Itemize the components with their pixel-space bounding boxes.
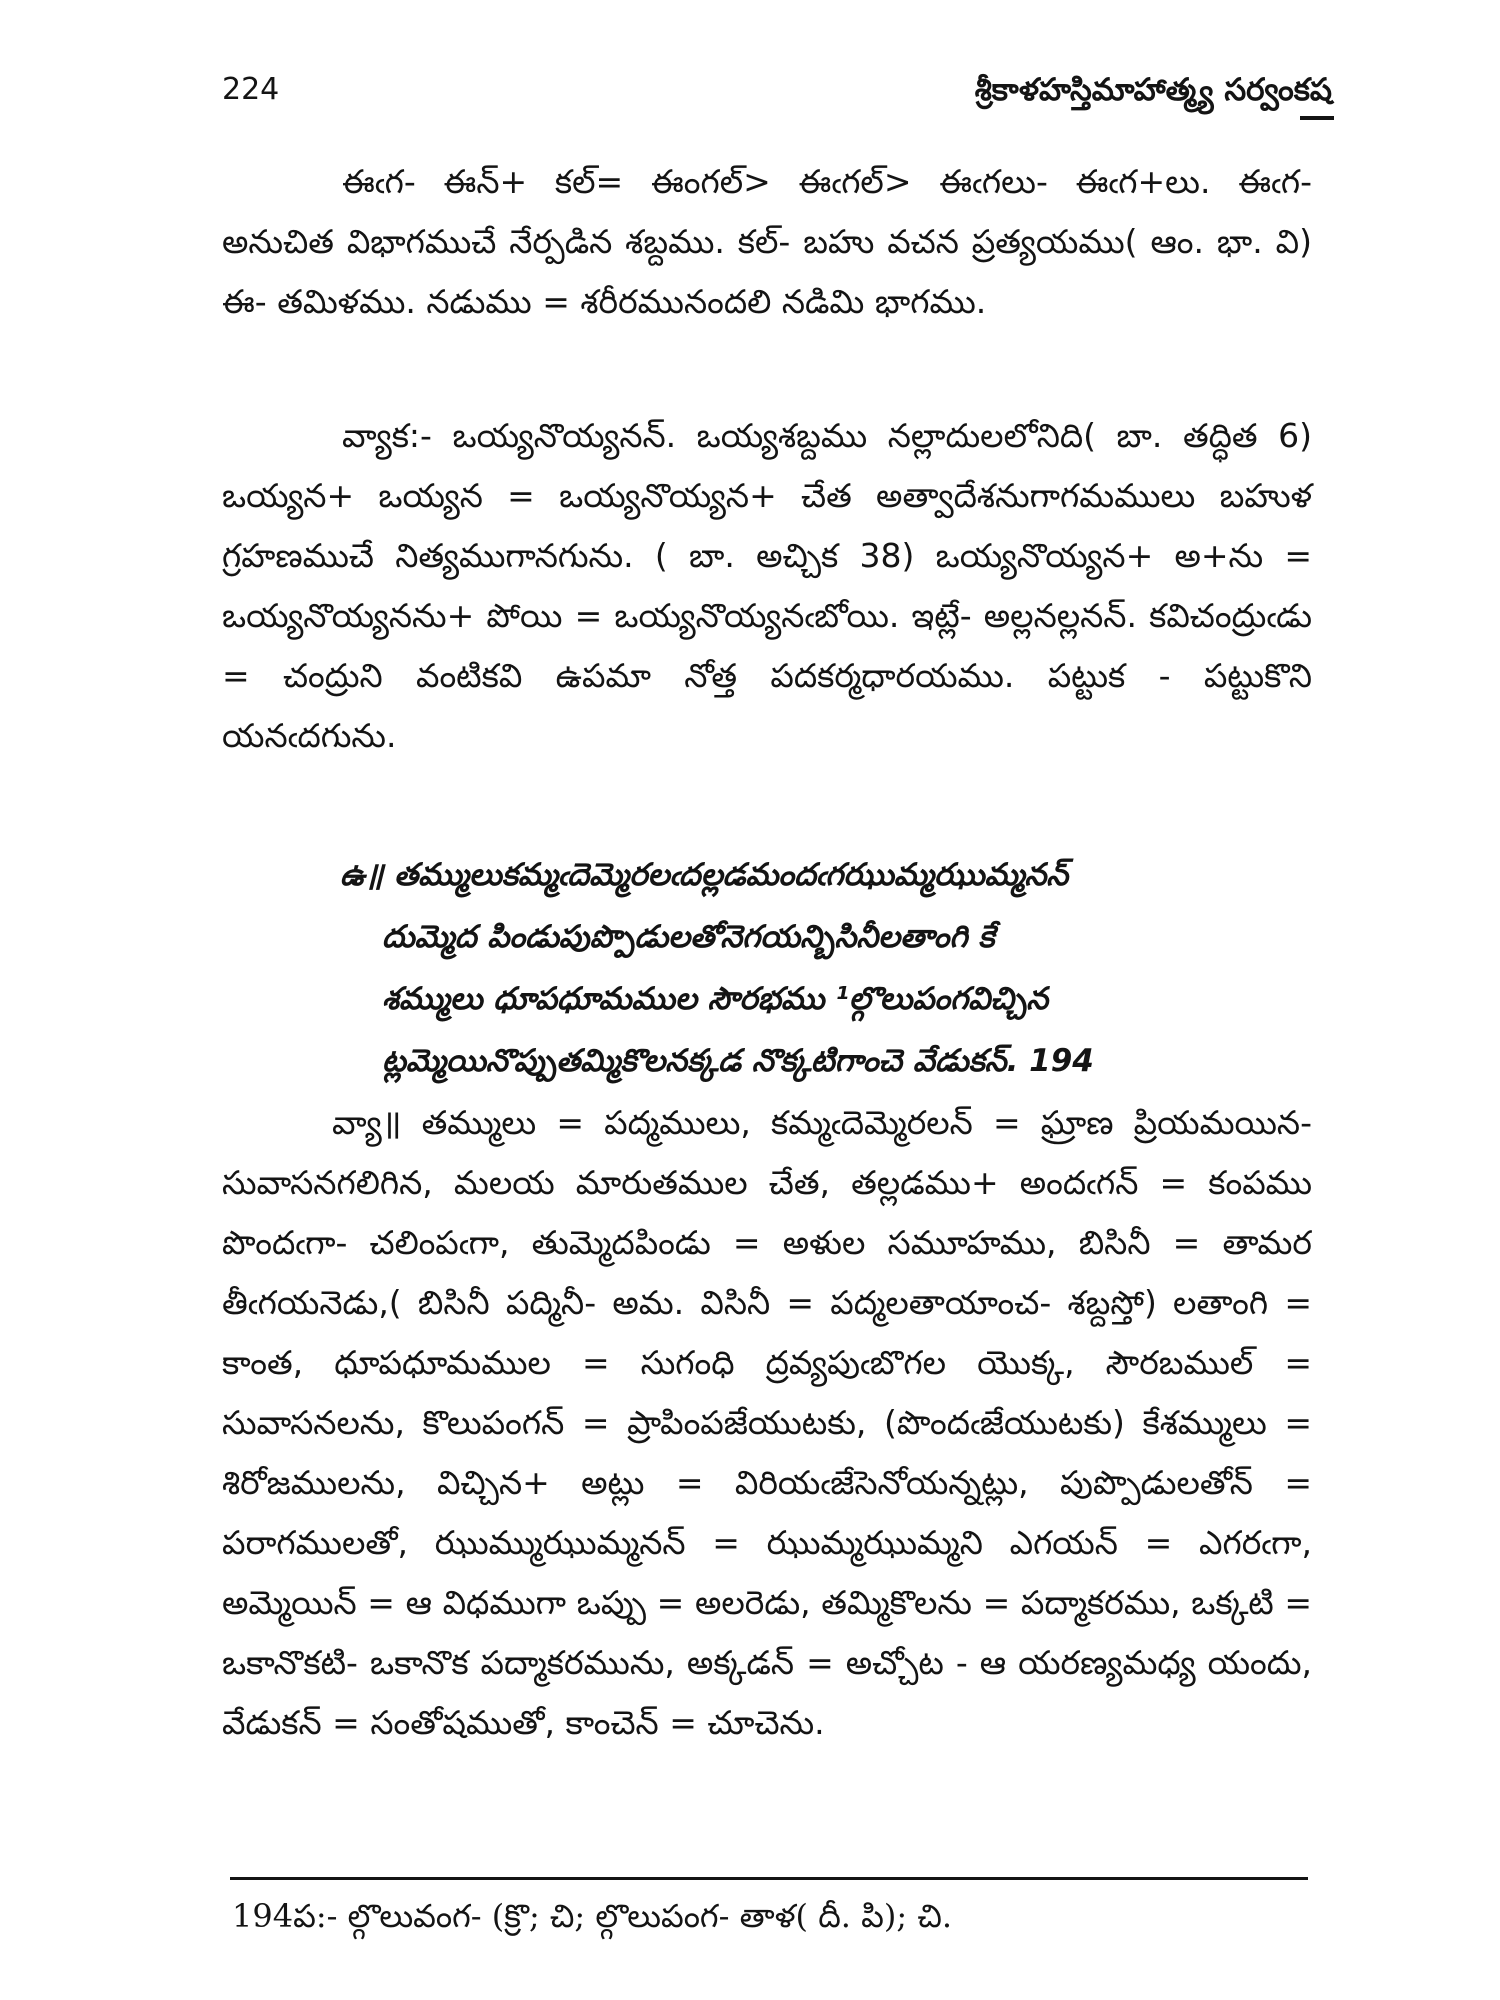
verse-line: ఉ॥ తమ్ములుకమ్మఁదెమ్మెరలఁదల్లడమందఁగఝుమ్మఝుమ్మనన్: [340, 857, 1069, 893]
paragraph-grammar-notes: వ్యాక:- ఒయ్యనొయ్యనన్. ఒయ్యశబ్దము నల్లాదులలోనిది( బా. తద్ధిత 6) ఒయ్యన+ ఒయ్యన = ఒయ్యనొయ్యన+ చేత అత్వాదేశనుగాగమములు బహుళ గ్రహణముచే నిత్యముగానగును. ( బా. అచ్చిక 38) ఒయ్యనొయ్యన+ అ+ను = ఒయ్యనొయ్యనను+ పోయి = ఒయ్యనొయ్యనఁబోయి. ఇట్లే- అల్లనల్లనన్. కవిచంద్రుఁడు = చంద్రుని వంటికవి ఉపమా నోత్త పదకర్మధారయము. పట్టుక - పట్టుకొని యనఁదగును.: [222, 416, 1312, 755]
paragraph-word-analysis: ఈఁగ- ఈన్+ కల్= ఈంగల్> ఈఁగల్> ఈఁగలు- ఈఁగ+లు. ఈఁగ- అనుచిత విభాగముచే నేర్పడిన శబ్దము. కల్- బహు వచన ప్రత్యయము( ఆం. భా. వి) ఈ- తమిళము. నడుము = శరీరమునందలి నడిమి భాగము.: [222, 162, 1312, 321]
page-header: [222, 66, 1332, 114]
footnote: 194ప:- ల్గొలువంగ- (క్రొ; చి; ల్గొలుపంగ- తాళ( దీ. పి); చి.: [232, 1897, 953, 1935]
header-mark: [1300, 116, 1334, 120]
verse-line: దుమ్మెద పిండుపుప్పొడులతోనెగయన్బిసినీలతాంగి కే: [382, 919, 995, 955]
verse-line: ట్లమ్మెయినొప్పుతమ్మికొలనక్కడ నొక్కటిగాంచె వేడుకన్. 194: [382, 1043, 1094, 1079]
paragraph-verse-commentary: వ్యా॥ తమ్ములు = పద్మములు, కమ్మఁదెమ్మెరలన్ = ఘ్రాణ ప్రియమయిన- సువాసనగలిగిన, మలయ మారుతముల చేత, తల్లడము+ అందఁగన్ = కంపము పొందఁగా- చలింపఁగా, తుమ్మెదపిండు = అళుల సమూహము, బిసినీ = తామర తీఁగయనెడు,( బిసినీ పద్మినీ- అమ. విసినీ = పద్మలతాయాంచ- శబ్దస్తో) లతాంగి = కాంత, ధూపధూమముల = సుగంధి ద్రవ్యపుఁబొగల యొక్క, సౌరబముల్ = సువాసనలను, కొలుపంగన్ = ప్రాపింపజేయుటకు, (పొందఁజేయుటకు) కేశమ్ములు = శిరోజములను, విచ్చిన+ అట్లు = విరియఁజేసెనోయన్నట్లు, పుప్పొడులతోన్ = పరాగములతో, ఝుమ్ముఝుమ్మనన్ = ఝుమ్మఝుమ్మని ఎగయన్ = ఎగరఁగా, అమ్మెయిన్ = ఆ విధముగా ఒప్పు = అలరెడు, తమ్మికొలను = పద్మాకరము, ఒక్కటి = ఒకానొకటి- ఒకానొక పద్మాకరమును, అక్కడన్ = అచ్చోట - ఆ యరణ్యమధ్య యందు, వేడుకన్ = సంతోషముతో, కాంచెన్ = చూచెను.: [222, 1103, 1312, 1742]
verse-194: [340, 844, 1280, 1092]
footnote-divider: [230, 1877, 1308, 1880]
page-number: 224: [222, 72, 280, 107]
running-title: శ్రీకాళహస్తిమాహాత్మ్య సర్వంకష: [974, 72, 1332, 108]
verse-line: శమ్ములు ధూపధూమముల సౌరభము ¹ల్గొలుపంగవిచ్చిన: [382, 981, 1049, 1017]
